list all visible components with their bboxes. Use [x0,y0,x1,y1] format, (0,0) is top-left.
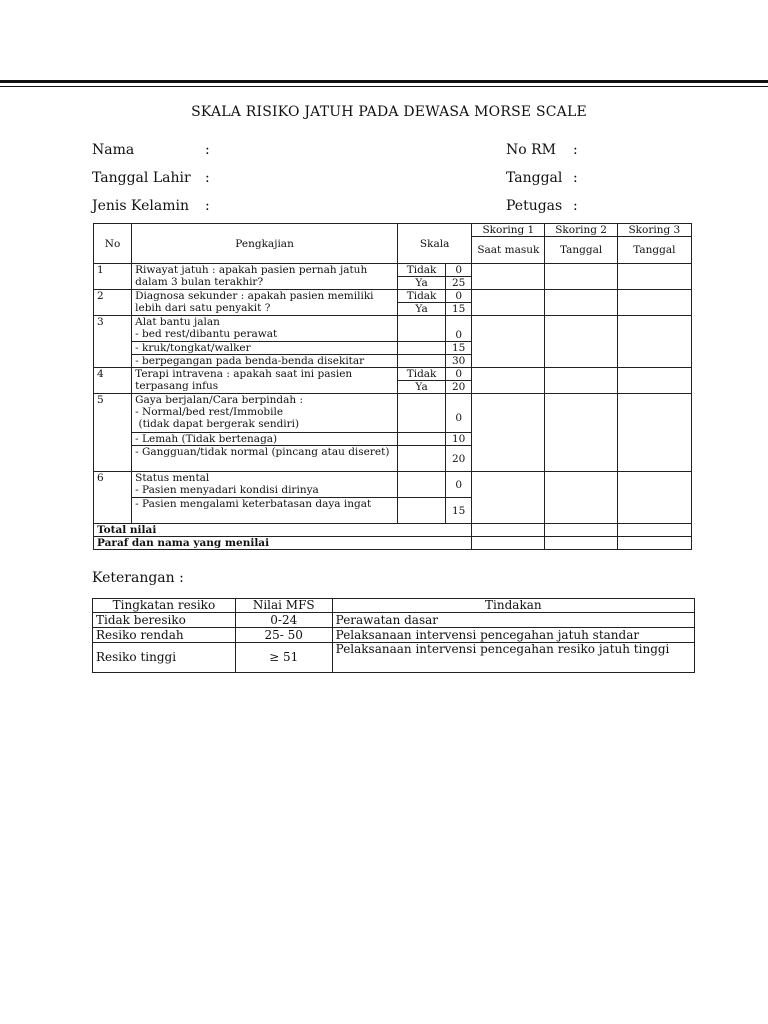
field-tanggal-label: Tanggal [506,170,563,186]
header-tanggal-3: Tanggal [617,237,691,264]
row-3-skala-blank-c [398,342,446,355]
field-tanggal-lahir-colon: : [205,170,210,186]
row-5-option-a-note: (tidak dapat bergerak sendiri) [138,418,300,430]
row-5-score-2[interactable] [545,394,617,472]
header-rule-thin [0,86,768,87]
field-tanggal-colon: : [573,170,578,186]
row-1-opt-ya: Ya [398,277,446,290]
row-1-score-1[interactable] [472,264,545,290]
row-4-text: Terapi intravena : apakah saat ini pasien terpasang infus [132,368,398,394]
header-tanggal-2: Tanggal [545,237,617,264]
row-4-score-1[interactable] [472,368,545,394]
table-paraf-row [94,537,692,550]
field-tanggal-lahir [92,170,210,186]
header-rule-thick [0,80,768,83]
total-score-3[interactable] [617,524,691,537]
row-5-skala-blank-a [398,394,446,433]
row-6-skala-blank-c [398,498,446,524]
keterangan-heading: Keterangan : [92,570,184,586]
field-no-rm-label: No RM [506,142,557,158]
header-skoring-1: Skoring 1 [472,224,545,237]
field-tanggal-lahir-label: Tanggal Lahir [92,170,191,186]
row-3-val-a: 0 [446,316,472,342]
legend-header-tindakan: Tindakan [332,599,694,613]
row-5-title: Gaya berjalan/Cara berpindah : [135,394,304,406]
total-score-2[interactable] [545,524,617,537]
legend-row [93,613,695,628]
field-jenis-kelamin-label: Jenis Kelamin [92,198,189,214]
row-6-option-a: - Pasien menyadari kondisi dirinya [135,484,319,496]
field-jenis-kelamin-colon: : [205,198,210,214]
morse-scale-table [93,223,692,550]
header-pengkajian: Pengkajian [132,224,398,264]
row-3-option-a: - bed rest/dibantu perawat [135,328,278,340]
table-row [94,264,692,277]
paraf-label: Paraf dan nama yang menilai [94,537,472,550]
page-title: SKALA RISIKO JATUH PADA DEWASA MORSE SCALE [191,104,587,120]
table-header-row [94,224,692,237]
header-no: No [94,224,132,264]
table-row [94,368,692,381]
row-5-skala-blank-d [398,446,446,472]
field-petugas-colon: : [573,198,578,214]
row-3-no: 3 [94,316,132,368]
legend-header-row [93,599,695,613]
paraf-1[interactable] [472,537,545,550]
row-3-option-c: - kruk/tongkat/walker [132,342,398,355]
row-3-val-d: 30 [446,355,472,368]
row-6-val-c: 15 [446,498,472,524]
field-tanggal [506,170,578,186]
row-5-val-a: 0 [446,394,472,433]
row-2-score-1[interactable] [472,290,545,316]
field-nama-colon: : [205,142,210,158]
table-row [94,290,692,303]
row-3-option-d: - berpegangan pada benda-benda disekitar [132,355,398,368]
row-1-val-tidak: 0 [446,264,472,277]
row-4-no: 4 [94,368,132,394]
table-row [94,472,692,498]
row-5-no: 5 [94,394,132,472]
row-1-no: 1 [94,264,132,290]
table-total-row [94,524,692,537]
header-saat-masuk: Saat masuk [472,237,545,264]
legend-row [93,643,695,673]
field-nama [92,142,210,158]
legend-row [93,628,695,643]
legend-tingkatan: Tidak beresiko [93,613,236,628]
row-5-score-3[interactable] [617,394,691,472]
row-5-option-d: - Gangguan/tidak normal (pincang atau diseret) [132,446,398,472]
row-6-title: Status mental [135,472,210,484]
row-6-no: 6 [94,472,132,524]
row-3-score-3[interactable] [617,316,691,368]
row-6-score-3[interactable] [617,472,691,524]
row-2-score-2[interactable] [545,290,617,316]
row-2-no: 2 [94,290,132,316]
row-1-text: Riwayat jatuh : apakah pasien pernah jatuh dalam 3 bulan terakhir? [132,264,398,290]
row-6-option-c: - Pasien mengalami keterbatasan daya ingat [132,498,398,524]
legend-tindakan: Pelaksanaan intervensi pencegahan resiko jatuh tinggi [332,643,694,673]
row-2-score-3[interactable] [617,290,691,316]
row-5-skala-blank-c [398,433,446,446]
row-3-skala-blank-d [398,355,446,368]
row-5-val-c: 10 [446,433,472,446]
row-1-opt-tidak: Tidak [398,264,446,277]
row-4-val-tidak: 0 [446,368,472,381]
row-4-score-2[interactable] [545,368,617,394]
field-jenis-kelamin [92,198,210,214]
row-4-opt-tidak: Tidak [398,368,446,381]
row-3-skala-blank-a [398,316,446,342]
row-2-opt-tidak: Tidak [398,290,446,303]
row-5-option-c: - Lemah (Tidak bertenaga) [132,433,398,446]
legend-tingkatan: Resiko rendah [93,628,236,643]
field-no-rm [506,142,578,158]
row-5-text-a [132,394,398,433]
header-skala: Skala [398,224,472,264]
row-1-score-3[interactable] [617,264,691,290]
row-3-score-2[interactable] [545,316,617,368]
row-4-val-ya: 20 [446,381,472,394]
total-nilai-label: Total nilai [94,524,472,537]
total-score-1[interactable] [472,524,545,537]
table-row [94,316,692,342]
row-6-score-2[interactable] [545,472,617,524]
row-2-text: Diagnosa sekunder : apakah pasien memiliki lebih dari satu penyakit ? [132,290,398,316]
row-5-val-d: 20 [446,446,472,472]
paraf-2[interactable] [545,537,617,550]
row-6-val-a: 0 [446,472,472,498]
row-2-opt-ya: Ya [398,303,446,316]
header-skoring-2: Skoring 2 [545,224,617,237]
paraf-3[interactable] [617,537,691,550]
row-4-score-3[interactable] [617,368,691,394]
header-skoring-3: Skoring 3 [617,224,691,237]
legend-tindakan: Perawatan dasar [332,613,694,628]
legend-nilai: 0-24 [235,613,332,628]
table-row [94,394,692,433]
row-2-val-tidak: 0 [446,290,472,303]
field-no-rm-colon: : [573,142,578,158]
row-3-score-1[interactable] [472,316,545,368]
risk-legend-table [92,598,695,673]
row-3-text-a [132,316,398,342]
legend-tingkatan: Resiko tinggi [93,643,236,673]
row-1-val-ya: 25 [446,277,472,290]
legend-header-nilai: Nilai MFS [235,599,332,613]
field-nama-label: Nama [92,142,135,158]
row-6-text-a [132,472,398,498]
row-3-val-c: 15 [446,342,472,355]
row-2-val-ya: 15 [446,303,472,316]
row-6-skala-blank-a [398,472,446,498]
row-6-score-1[interactable] [472,472,545,524]
row-5-option-a: - Normal/bed rest/Immobile [135,406,284,418]
row-3-title: Alat bantu jalan [135,316,220,328]
legend-tindakan: Pelaksanaan intervensi pencegahan jatuh standar [332,628,694,643]
row-4-opt-ya: Ya [398,381,446,394]
field-petugas [506,198,578,214]
legend-nilai: 25- 50 [235,628,332,643]
legend-nilai: ≥ 51 [235,643,332,673]
row-1-score-2[interactable] [545,264,617,290]
row-5-score-1[interactable] [472,394,545,472]
field-petugas-label: Petugas [506,198,563,214]
legend-header-tingkatan: Tingkatan resiko [93,599,236,613]
